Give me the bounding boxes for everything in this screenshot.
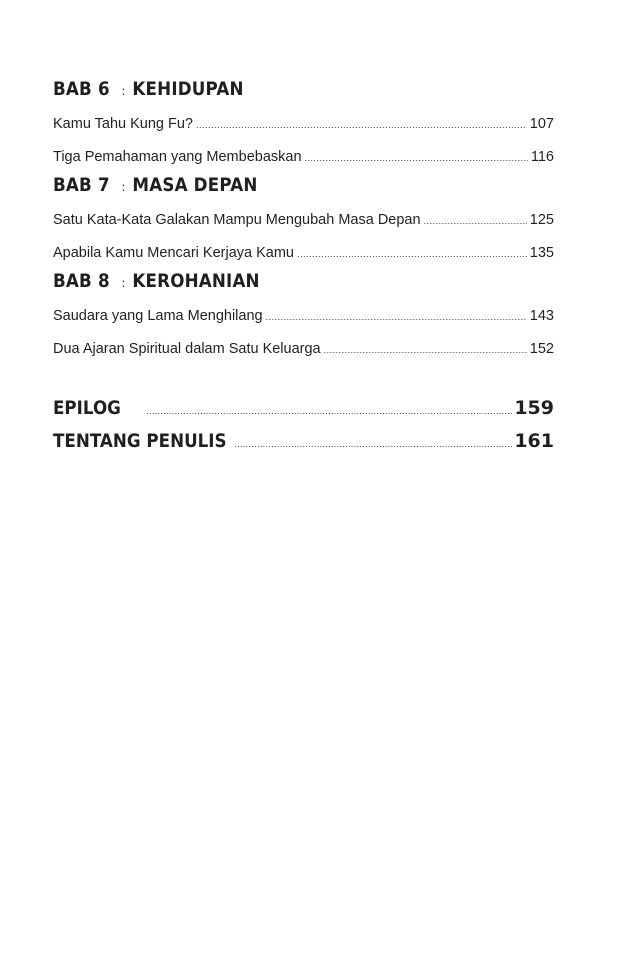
entry-page: 159 [514, 397, 554, 419]
chapter-heading [53, 78, 494, 104]
chapter-number: BAB 6 [53, 78, 110, 100]
entry-page: 107 [529, 116, 554, 132]
dot-leader [305, 142, 528, 175]
chapter-8 [53, 270, 554, 366]
entry-title: Satu Kata-Kata Galakan Mampu Mengubah Masa Depan [53, 212, 421, 228]
entry-title: TENTANG PENULIS [53, 430, 227, 452]
toc-entry[interactable] [53, 108, 554, 141]
entry-title: Apabila Kamu Mencari Kerjaya Kamu [53, 245, 294, 261]
entry-title: Kamu Tahu Kung Fu? [53, 116, 193, 132]
chapter-number: BAB 8 [53, 270, 110, 292]
dot-leader [424, 205, 527, 238]
toc-entry-epilog[interactable] [53, 392, 554, 425]
dot-leader [146, 395, 512, 428]
dot-leader [324, 334, 527, 367]
back-matter [53, 392, 554, 458]
chapter-heading [53, 270, 494, 296]
dot-leader [266, 301, 527, 334]
chapter-number: BAB 7 [53, 174, 110, 196]
chapter-title: KEHIDUPAN [132, 78, 244, 100]
entry-page: 135 [529, 245, 554, 261]
toc-entry[interactable] [53, 333, 554, 366]
chapter-separator: : [121, 84, 126, 98]
chapter-separator: : [121, 276, 126, 290]
entry-page: 116 [530, 149, 554, 165]
entry-page: 152 [529, 341, 554, 357]
chapter-separator: : [121, 180, 126, 194]
entry-title: EPILOG [53, 397, 121, 419]
entry-title: Saudara yang Lama Menghilang [53, 308, 263, 324]
entry-page: 143 [529, 308, 554, 324]
entry-page: 125 [529, 212, 554, 228]
entry-title: Dua Ajaran Spiritual dalam Satu Keluarga [53, 341, 321, 357]
entry-page: 161 [514, 430, 554, 452]
toc-entry[interactable] [53, 300, 554, 333]
chapter-7 [53, 174, 554, 270]
toc-entry-tentang-penulis[interactable] [53, 425, 554, 458]
chapter-6 [53, 78, 554, 174]
chapter-title: KEROHANIAN [132, 270, 260, 292]
chapter-title: MASA DEPAN [132, 174, 258, 196]
toc-entry[interactable] [53, 141, 554, 174]
dot-leader [234, 428, 512, 461]
toc-entry[interactable] [53, 237, 554, 270]
entry-title: Tiga Pemahaman yang Membebaskan [53, 149, 302, 165]
dot-leader [297, 238, 527, 271]
table-of-contents [53, 78, 554, 458]
chapter-heading [53, 174, 494, 200]
dot-leader [196, 109, 527, 142]
toc-entry[interactable] [53, 204, 554, 237]
